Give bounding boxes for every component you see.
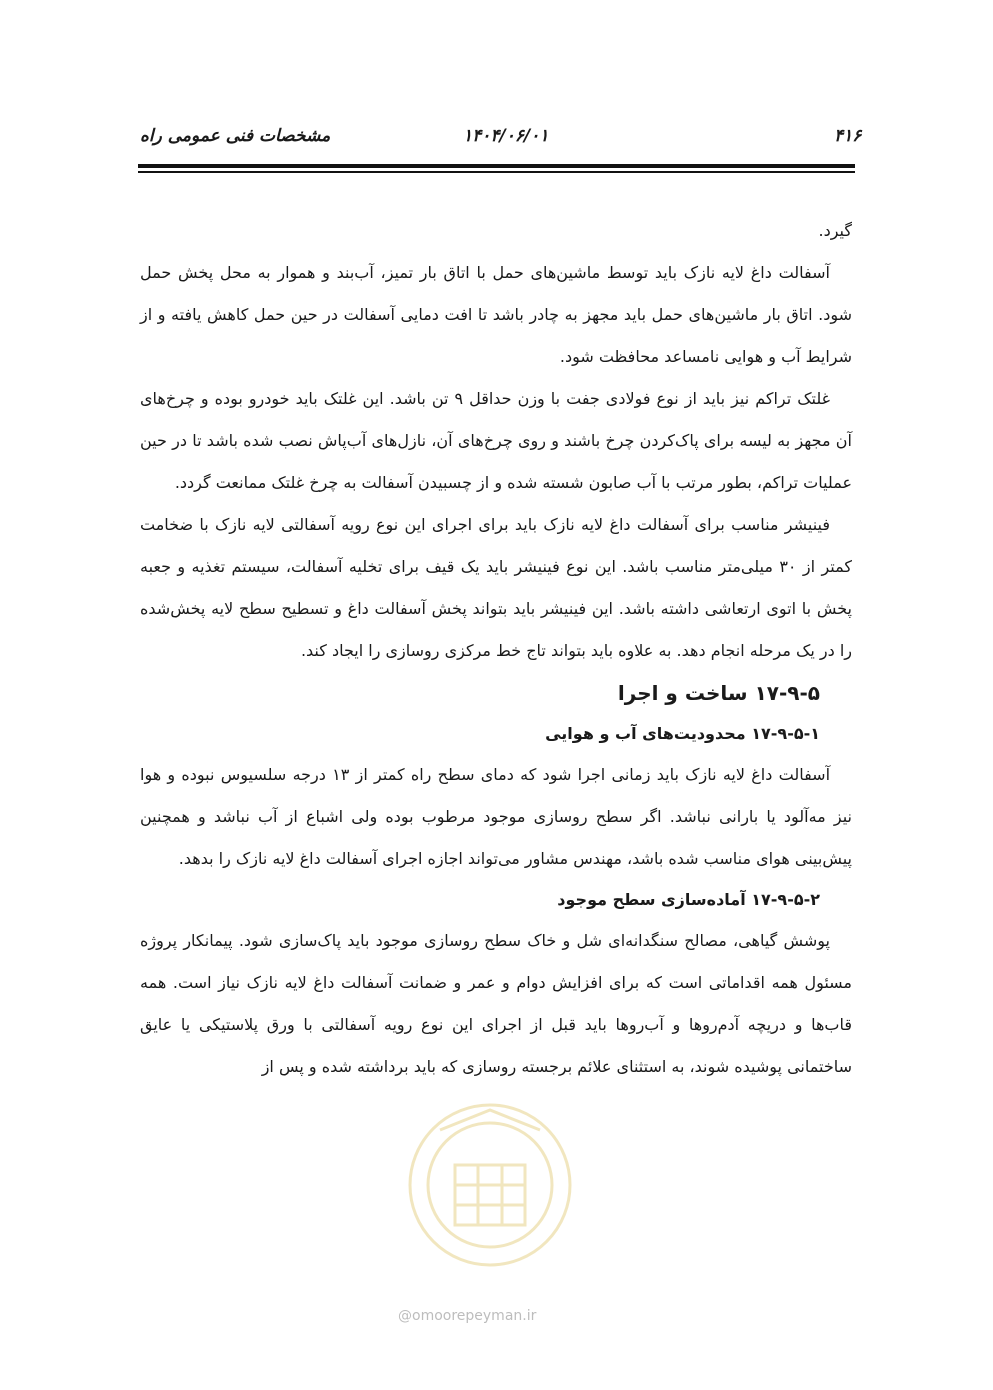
paragraph: پوشش گیاهی، مصالح سنگدانه‌ای شل و خاک سطح روسازی موجود باید پاک‌سازی شود. پیمانکار پروژه مسئول همه اقداماتی است که برای افزایش دوام و عمر و ضمانت آسفالت داغ لایه نازک نیاز است. همه قاب‌ها و دریچه آدم‌روها و آب‌روها باید قبل از اجرای این نوع رویه آسفالتی با ورق پلاستیکی یا عایق ساختمانی پوشیده شوند، به استثنای علائم برجسته روسازی که باید برداشته شده و پس از: [140, 931, 852, 1076]
page-number: ۴۱۶: [834, 126, 862, 146]
section-heading: ۱۷-۹-۵ ساخت و اجرا: [617, 681, 820, 705]
body-text: [140, 210, 852, 1088]
watermark-text: @omoorepeyman.ir: [398, 1308, 537, 1324]
paragraph: آسفالت داغ لایه نازک باید توسط ماشین‌های حمل با اتاق بار تمیز، آب‌بند و هموار به محل پخش حمل شود. اتاق بار ماشین‌های حمل باید مجهز به چادر باشد تا افت دمایی آسفالت در حین حمل کاهش یافته و از شرایط آب و هوایی نامساعد محافظت شود.: [140, 263, 852, 366]
subsection-heading: ۱۷-۹-۵-۲ آماده‌سازی سطح موجود: [557, 890, 820, 909]
subsection-heading: ۱۷-۹-۵-۱ محدودیت‌های آب و هوایی: [545, 724, 820, 743]
watermark-logo: [400, 1090, 580, 1290]
paragraph: غلتک تراکم نیز باید از نوع فولادی جفت با وزن حداقل ۹ تن باشد. این غلتک باید خودرو بوده و چرخ‌های آن مجهز به لیسه برای پاک‌کردن چرخ باشند و روی چرخ‌های آن، نازل‌های آب‌پاش نصب شده باشد تا در حین عملیات تراکم، بطور مرتب با آب صابون شسته شده و از چسبیدن آسفالت به چرخ غلتک ممانعت گردد.: [140, 389, 852, 492]
paragraph: فینیشر مناسب برای آسفالت داغ لایه نازک باید برای اجرای این نوع رویه آسفالتی لایه نازک با ضخامت کمتر از ۳۰ میلی‌متر مناسب باشد. این نوع فینیشر باید یک قیف برای تخلیه آسفالت، سیستم تغذیه و جعبه پخش با اتوی ارتعاشی داشته باشد. این فینیشر باید بتواند پخش آسفالت داغ و تسطیح سطح لایه پخش‌شده را در یک مرحله انجام دهد. به علاوه باید بتواند تاج خط مرکزی روسازی را ایجاد کند.: [140, 515, 852, 660]
header-rule-thin: [138, 171, 855, 173]
header-rule-thick: [138, 164, 855, 168]
paragraph: آسفالت داغ لایه نازک باید زمانی اجرا شود که دمای سطح راه کمتر از ۱۳ درجه سلسیوس نبوده و هوا نیز مه‌آلود یا بارانی نباشد. اگر سطح روسازی موجود مرطوب بوده ولی اشباع از آب نباشد و همچنین پیش‌بینی هوای مناسب شده باشد، مهندس مشاور می‌تواند اجازه اجرای آسفالت داغ لایه نازک را بدهد.: [140, 765, 852, 868]
header-title: مشخصات فنی عمومی راه: [140, 126, 331, 146]
header-date: ۱۴۰۴/۰۶/۰۱: [463, 126, 549, 146]
paragraph: گیرد.: [818, 221, 852, 240]
